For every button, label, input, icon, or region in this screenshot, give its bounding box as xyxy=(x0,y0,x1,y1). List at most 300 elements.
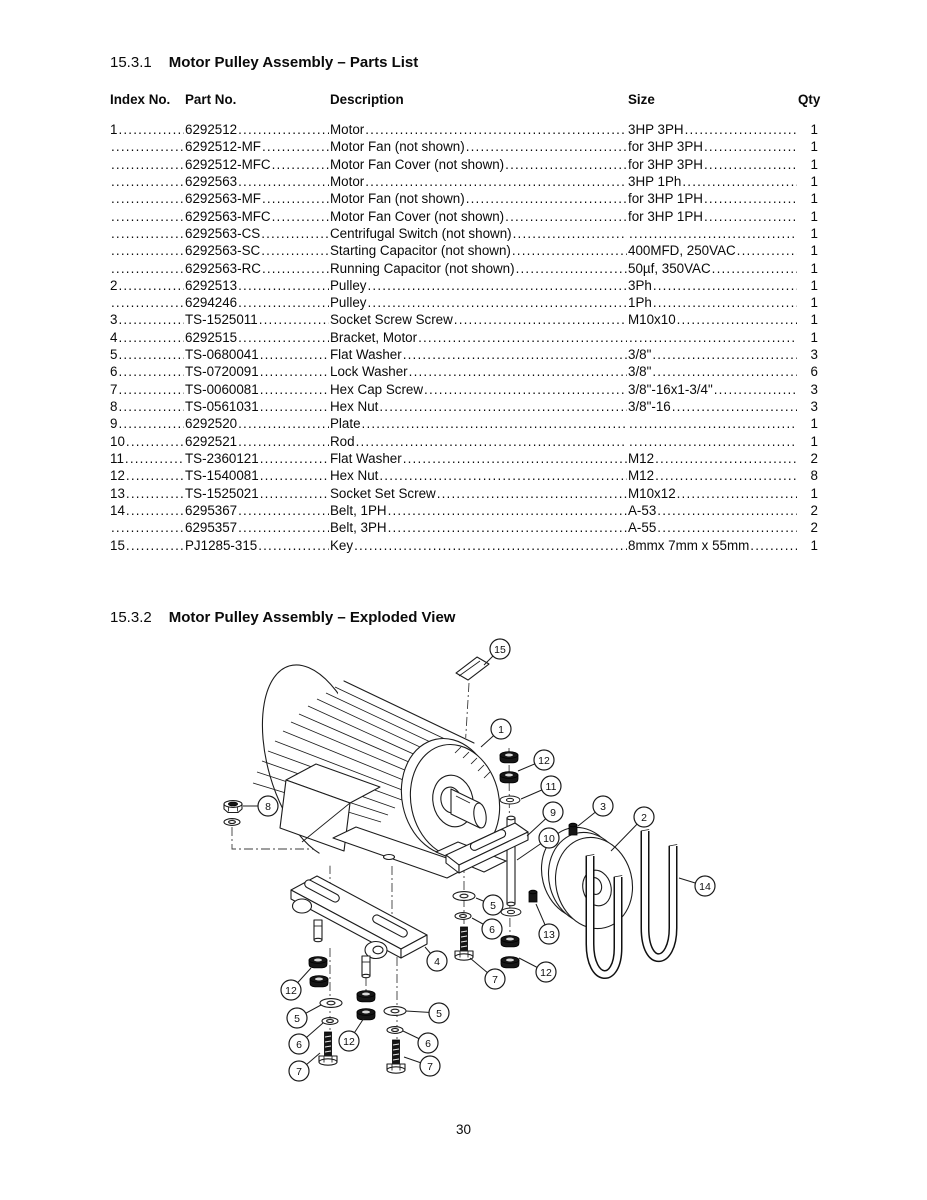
table-row xyxy=(110,519,818,536)
cell-qty: 2 xyxy=(810,450,818,466)
dot-leader xyxy=(111,156,184,173)
dot-leader xyxy=(258,537,329,554)
dot-leader xyxy=(652,346,797,363)
cell-size xyxy=(628,415,798,432)
cell-description: Hex Nut ..... xyxy=(330,398,628,415)
table-row xyxy=(110,433,818,450)
table-row xyxy=(110,260,818,277)
dot-leader xyxy=(261,242,329,259)
dot-leader xyxy=(629,329,797,346)
dot-leader xyxy=(126,485,184,502)
dot-leader xyxy=(118,346,184,363)
dot-leader xyxy=(704,138,797,155)
callout-5 xyxy=(406,1003,449,1023)
callout-7 xyxy=(289,1053,320,1081)
dot-leader xyxy=(505,156,627,173)
callout-6 xyxy=(472,918,502,939)
cell-index xyxy=(110,225,185,242)
cell-qty: 8 xyxy=(810,468,818,484)
dot-leader xyxy=(629,415,797,432)
table-row xyxy=(110,502,818,519)
svg-text:15: 15 xyxy=(494,643,506,656)
table-row xyxy=(110,121,818,138)
cell-qty: 1 xyxy=(810,537,818,553)
cell-size xyxy=(628,329,798,346)
dot-leader xyxy=(111,138,184,155)
cell-index: 4 ..... xyxy=(110,329,185,346)
cell-index: 2 ..... xyxy=(110,277,185,294)
dot-leader xyxy=(238,519,329,536)
table-row xyxy=(110,485,818,502)
dot-leader xyxy=(367,294,627,311)
dot-leader xyxy=(260,398,329,415)
dot-leader xyxy=(126,467,184,484)
dot-leader xyxy=(125,450,184,467)
svg-text:5: 5 xyxy=(490,899,496,912)
cell-part-no: 6292515 ..... xyxy=(185,329,330,346)
section-number: 15.3.2 xyxy=(110,609,152,626)
table-header xyxy=(110,92,821,107)
svg-text:5: 5 xyxy=(436,1007,442,1020)
svg-text:13: 13 xyxy=(543,928,555,941)
cell-description: Flat Washer ..... xyxy=(330,346,628,363)
cell-size: 400MFD, 250VAC ..... xyxy=(628,242,798,259)
cell-description: Pulley ..... xyxy=(330,294,628,311)
dot-leader xyxy=(454,311,627,328)
cell-description: Motor Fan (not shown) ..... xyxy=(330,190,628,207)
cell-size: M12 ..... xyxy=(628,467,798,484)
cell-size: M10x10 ..... xyxy=(628,311,798,328)
cell-description: Motor ..... xyxy=(330,173,628,190)
cell-index xyxy=(110,208,185,225)
dot-leader xyxy=(367,277,627,294)
callout-6 xyxy=(403,1031,438,1053)
cell-size: for 3HP 1PH ..... xyxy=(628,190,798,207)
callout-7 xyxy=(404,1056,440,1076)
dot-leader xyxy=(118,311,184,328)
dot-leader xyxy=(111,225,184,242)
dot-leader xyxy=(272,156,329,173)
dot-leader xyxy=(118,415,184,432)
cell-part-no: 6292513 ..... xyxy=(185,277,330,294)
dot-leader xyxy=(111,242,184,259)
callout-12 xyxy=(281,968,311,1000)
cell-description: Lock Washer ..... xyxy=(330,363,628,380)
section-heading-parts-list xyxy=(110,54,418,71)
cell-part-no: PJ1285-315 ..... xyxy=(185,537,330,554)
cell-part-no: TS-0680041 ..... xyxy=(185,346,330,363)
dot-leader xyxy=(238,277,329,294)
callout-3 xyxy=(578,796,613,826)
table-row xyxy=(110,156,818,173)
column-header-index: Index No. xyxy=(110,92,171,107)
column-header-part: Part No. xyxy=(185,92,237,107)
cell-size: A-53 ..... xyxy=(628,502,798,519)
dot-leader xyxy=(118,381,184,398)
table-row xyxy=(110,190,818,207)
dot-leader xyxy=(513,225,627,242)
dot-leader xyxy=(111,294,184,311)
svg-text:1: 1 xyxy=(498,723,504,736)
cell-index: 8 ..... xyxy=(110,398,185,415)
cell-index: 7 ..... xyxy=(110,381,185,398)
cell-part-no: 6292563 ..... xyxy=(185,173,330,190)
cell-part-no: 6292512-MF ..... xyxy=(185,138,330,155)
cell-part-no: TS-2360121 ..... xyxy=(185,450,330,467)
table-row xyxy=(110,294,818,311)
dot-leader xyxy=(466,138,627,155)
table-row xyxy=(110,363,818,380)
cell-index: 6 ..... xyxy=(110,363,185,380)
svg-text:8: 8 xyxy=(265,800,271,813)
dot-leader xyxy=(677,311,797,328)
dot-leader xyxy=(365,173,627,190)
table-row xyxy=(110,346,818,363)
cell-qty: 1 xyxy=(810,139,818,155)
cell-index: 9 ..... xyxy=(110,415,185,432)
svg-text:14: 14 xyxy=(699,880,711,893)
svg-text:7: 7 xyxy=(492,973,498,986)
cell-description: Socket Set Screw ..... xyxy=(330,485,628,502)
cell-index xyxy=(110,519,185,536)
callout-11 xyxy=(521,776,561,799)
dot-leader xyxy=(262,260,329,277)
table-row xyxy=(110,467,818,484)
cell-description: Hex Nut ..... xyxy=(330,467,628,484)
cell-description: Starting Capacitor (not shown) ..... xyxy=(330,242,628,259)
svg-text:12: 12 xyxy=(540,966,552,979)
cell-qty: 1 xyxy=(810,329,818,345)
column-header-qty: Qty xyxy=(798,92,821,107)
cell-index: 11 ..... xyxy=(110,450,185,467)
cell-size: for 3HP 3PH ..... xyxy=(628,156,798,173)
cell-part-no: TS-0060081 ..... xyxy=(185,381,330,398)
dot-leader xyxy=(653,294,797,311)
cell-part-no: TS-1525021 ..... xyxy=(185,485,330,502)
cell-description: Motor Fan Cover (not shown) ..... xyxy=(330,208,628,225)
table-row xyxy=(110,138,818,155)
callout-4 xyxy=(425,947,447,971)
dot-leader xyxy=(111,519,184,536)
cell-size: 3/8" ..... xyxy=(628,346,798,363)
column-header-description: Description xyxy=(330,92,404,107)
cell-size: for 3HP 1PH ..... xyxy=(628,208,798,225)
set-screw-13 xyxy=(529,890,537,902)
cell-description: Key ..... xyxy=(330,537,628,554)
dot-leader xyxy=(657,502,797,519)
dot-leader xyxy=(516,260,627,277)
cell-description: Flat Washer ..... xyxy=(330,450,628,467)
dot-leader xyxy=(126,433,184,450)
dot-leader xyxy=(262,190,329,207)
cell-qty: 1 xyxy=(810,243,818,259)
dot-leader xyxy=(111,190,184,207)
svg-text:5: 5 xyxy=(294,1012,300,1025)
svg-text:2: 2 xyxy=(641,811,647,824)
dot-leader xyxy=(704,156,797,173)
cell-description: Centrifugal Switch (not shown) ..... xyxy=(330,225,628,242)
cell-description: Plate ..... xyxy=(330,415,628,432)
dot-leader xyxy=(655,450,797,467)
cell-qty: 3 xyxy=(810,347,818,363)
cell-description: Rod ..... xyxy=(330,433,628,450)
dot-leader xyxy=(260,363,329,380)
cell-qty: 1 xyxy=(810,173,818,189)
dot-leader xyxy=(260,450,329,467)
callout-15 xyxy=(484,639,510,665)
cell-part-no: 6292563-MFC ..... xyxy=(185,208,330,225)
cell-description: Socket Screw Screw ..... xyxy=(330,311,628,328)
cell-size: 3/8"-16x1-3/4" ..... xyxy=(628,381,798,398)
cell-qty: 2 xyxy=(810,520,818,536)
dot-leader xyxy=(362,415,627,432)
page-number: 30 xyxy=(455,1122,472,1137)
dot-leader xyxy=(111,260,184,277)
callout-12 xyxy=(519,958,556,982)
cell-part-no: 6292521 ..... xyxy=(185,433,330,450)
cell-index xyxy=(110,242,185,259)
dot-leader xyxy=(629,225,797,242)
cell-size: 1Ph ..... xyxy=(628,294,798,311)
cell-description: Motor ..... xyxy=(330,121,628,138)
cell-part-no: 6292520 ..... xyxy=(185,415,330,432)
svg-text:10: 10 xyxy=(543,832,555,845)
cell-index: 5 ..... xyxy=(110,346,185,363)
cell-qty: 1 xyxy=(810,485,818,501)
cell-description: Pulley ..... xyxy=(330,277,628,294)
dot-leader xyxy=(379,398,627,415)
dot-leader xyxy=(238,294,329,311)
cell-part-no: 6295367 ..... xyxy=(185,502,330,519)
dot-leader xyxy=(238,502,329,519)
dot-leader xyxy=(118,121,184,138)
svg-text:12: 12 xyxy=(538,754,550,767)
cell-qty: 1 xyxy=(810,416,818,432)
cell-description: Running Capacitor (not shown) ..... xyxy=(330,260,628,277)
cell-index: 12 ..... xyxy=(110,467,185,484)
cell-qty: 1 xyxy=(810,122,818,137)
cell-description: Motor Fan (not shown) ..... xyxy=(330,138,628,155)
svg-text:11: 11 xyxy=(545,780,557,793)
dot-leader xyxy=(261,225,329,242)
cell-index xyxy=(110,173,185,190)
dot-leader xyxy=(238,121,329,138)
cell-part-no: 6292512 ..... xyxy=(185,121,330,138)
dot-leader xyxy=(653,277,797,294)
dot-leader xyxy=(466,190,627,207)
dot-leader xyxy=(418,329,627,346)
callout-5 xyxy=(476,895,503,915)
dot-leader xyxy=(260,346,329,363)
cell-size: 8mmx 7mm x 55mm ..... xyxy=(628,537,798,554)
cell-description: Bracket, Motor ..... xyxy=(330,329,628,346)
cell-index: 10 ..... xyxy=(110,433,185,450)
dot-leader xyxy=(409,363,627,380)
callout-14 xyxy=(679,876,715,896)
table-row xyxy=(110,398,818,415)
cell-index: 1 ..... xyxy=(110,121,185,138)
cell-index xyxy=(110,156,185,173)
callout-5 xyxy=(287,1005,321,1028)
svg-text:4: 4 xyxy=(434,955,440,968)
svg-text:12: 12 xyxy=(343,1035,355,1048)
cell-qty: 1 xyxy=(810,208,818,224)
cell-description: Belt, 3PH ..... xyxy=(330,519,628,536)
dot-leader xyxy=(238,433,329,450)
dot-leader xyxy=(238,173,329,190)
svg-text:7: 7 xyxy=(296,1065,302,1078)
cell-size: 3HP 3PH ..... xyxy=(628,121,798,138)
dot-leader xyxy=(260,381,329,398)
dot-leader xyxy=(126,537,184,554)
cell-index: 15 ..... xyxy=(110,537,185,554)
dot-leader xyxy=(272,208,329,225)
cell-part-no: 6292512-MFC ..... xyxy=(185,156,330,173)
dot-leader xyxy=(118,398,184,415)
table-row xyxy=(110,225,818,242)
dot-leader xyxy=(118,363,184,380)
cell-index: 3 ..... xyxy=(110,311,185,328)
callout-7 xyxy=(470,958,505,989)
dot-leader xyxy=(437,485,627,502)
cell-part-no: TS-1525011 ..... xyxy=(185,311,330,328)
cell-size: M10x12 ..... xyxy=(628,485,798,502)
cell-qty: 1 xyxy=(810,156,818,172)
key-drawing xyxy=(456,657,489,680)
cell-part-no: 6294246 ..... xyxy=(185,294,330,311)
table-row xyxy=(110,415,818,432)
callout-1 xyxy=(481,719,511,747)
svg-text:3: 3 xyxy=(600,800,606,813)
cell-qty: 1 xyxy=(810,295,818,311)
cell-size: for 3HP 3PH ..... xyxy=(628,138,798,155)
cell-qty: 1 xyxy=(810,312,818,328)
set-screw-3 xyxy=(569,823,577,835)
section-number: 15.3.1 xyxy=(110,54,152,71)
dot-leader xyxy=(379,467,627,484)
cell-size: A-55 ..... xyxy=(628,519,798,536)
dot-leader xyxy=(238,415,329,432)
cell-index xyxy=(110,190,185,207)
callout-12 xyxy=(339,1018,364,1051)
callout-13 xyxy=(536,904,559,944)
cell-qty: 6 xyxy=(810,364,818,380)
cell-part-no: 6295357 ..... xyxy=(185,519,330,536)
dot-leader xyxy=(629,433,797,450)
dot-leader xyxy=(512,242,627,259)
exploded-view-diagram xyxy=(0,635,927,1105)
cell-index xyxy=(110,294,185,311)
dot-leader xyxy=(260,467,329,484)
table-row xyxy=(110,537,818,554)
cell-part-no: 6292563-MF ..... xyxy=(185,190,330,207)
cell-index xyxy=(110,260,185,277)
table-row xyxy=(110,329,818,346)
column-header-size: Size xyxy=(628,92,655,107)
cell-size: 3Ph ..... xyxy=(628,277,798,294)
dot-leader xyxy=(652,363,797,380)
dot-leader xyxy=(704,190,797,207)
cell-size xyxy=(628,225,798,242)
callout-8 xyxy=(243,796,278,816)
dot-leader xyxy=(126,502,184,519)
svg-text:6: 6 xyxy=(425,1037,431,1050)
cell-qty: 1 xyxy=(810,277,818,293)
cell-part-no: 6292563-CS ..... xyxy=(185,225,330,242)
cell-qty: 1 xyxy=(810,433,818,449)
dot-leader xyxy=(424,381,627,398)
cell-qty: 2 xyxy=(810,502,818,518)
dot-leader xyxy=(111,173,184,190)
cell-qty: 1 xyxy=(810,260,818,276)
svg-text:7: 7 xyxy=(427,1060,433,1073)
section-title: Motor Pulley Assembly – Exploded View xyxy=(168,609,456,626)
table-row xyxy=(110,381,818,398)
dot-leader xyxy=(750,537,797,554)
dot-leader xyxy=(655,467,797,484)
dot-leader xyxy=(704,208,797,225)
dot-leader xyxy=(388,519,627,536)
svg-text:6: 6 xyxy=(296,1038,302,1051)
cell-index: 14 ..... xyxy=(110,502,185,519)
cell-qty: 1 xyxy=(810,225,818,241)
cell-qty: 3 xyxy=(810,381,818,397)
parts-rows xyxy=(110,121,818,554)
dot-leader xyxy=(714,381,797,398)
dot-leader xyxy=(111,208,184,225)
dot-leader xyxy=(118,329,184,346)
cell-size: 3/8"-16 ..... xyxy=(628,398,798,415)
cell-size xyxy=(628,433,798,450)
dot-leader xyxy=(505,208,627,225)
table-row xyxy=(110,311,818,328)
cell-size: 3HP 1Ph ..... xyxy=(628,173,798,190)
dot-leader xyxy=(672,398,797,415)
cell-part-no: TS-0561031 ..... xyxy=(185,398,330,415)
cell-description: Hex Cap Screw ..... xyxy=(330,381,628,398)
dot-leader xyxy=(712,260,797,277)
dot-leader xyxy=(262,138,329,155)
dot-leader xyxy=(657,519,797,536)
dot-leader xyxy=(259,311,329,328)
cell-part-no: 6292563-RC ..... xyxy=(185,260,330,277)
dot-leader xyxy=(403,450,627,467)
dot-leader xyxy=(260,485,329,502)
svg-text:6: 6 xyxy=(489,923,495,936)
cell-size: M12 ..... xyxy=(628,450,798,467)
table-row xyxy=(110,173,818,190)
cell-size: 3/8" ..... xyxy=(628,363,798,380)
svg-text:9: 9 xyxy=(550,806,556,819)
cell-description: Motor Fan Cover (not shown) ..... xyxy=(330,156,628,173)
cell-description: Belt, 1PH ..... xyxy=(330,502,628,519)
table-row xyxy=(110,242,818,259)
cell-part-no: TS-0720091 ..... xyxy=(185,363,330,380)
callout-12 xyxy=(518,750,554,771)
cell-index: 13 ..... xyxy=(110,485,185,502)
dot-leader xyxy=(685,121,797,138)
dot-leader xyxy=(238,329,329,346)
dot-leader xyxy=(118,277,184,294)
cell-qty: 3 xyxy=(810,399,818,414)
dot-leader xyxy=(682,173,797,190)
dot-leader xyxy=(354,537,627,554)
cell-part-no: 6292563-SC ..... xyxy=(185,242,330,259)
dot-leader xyxy=(365,121,627,138)
table-row xyxy=(110,277,818,294)
cell-qty: 1 xyxy=(810,191,818,207)
section-title: Motor Pulley Assembly – Parts List xyxy=(168,54,419,71)
